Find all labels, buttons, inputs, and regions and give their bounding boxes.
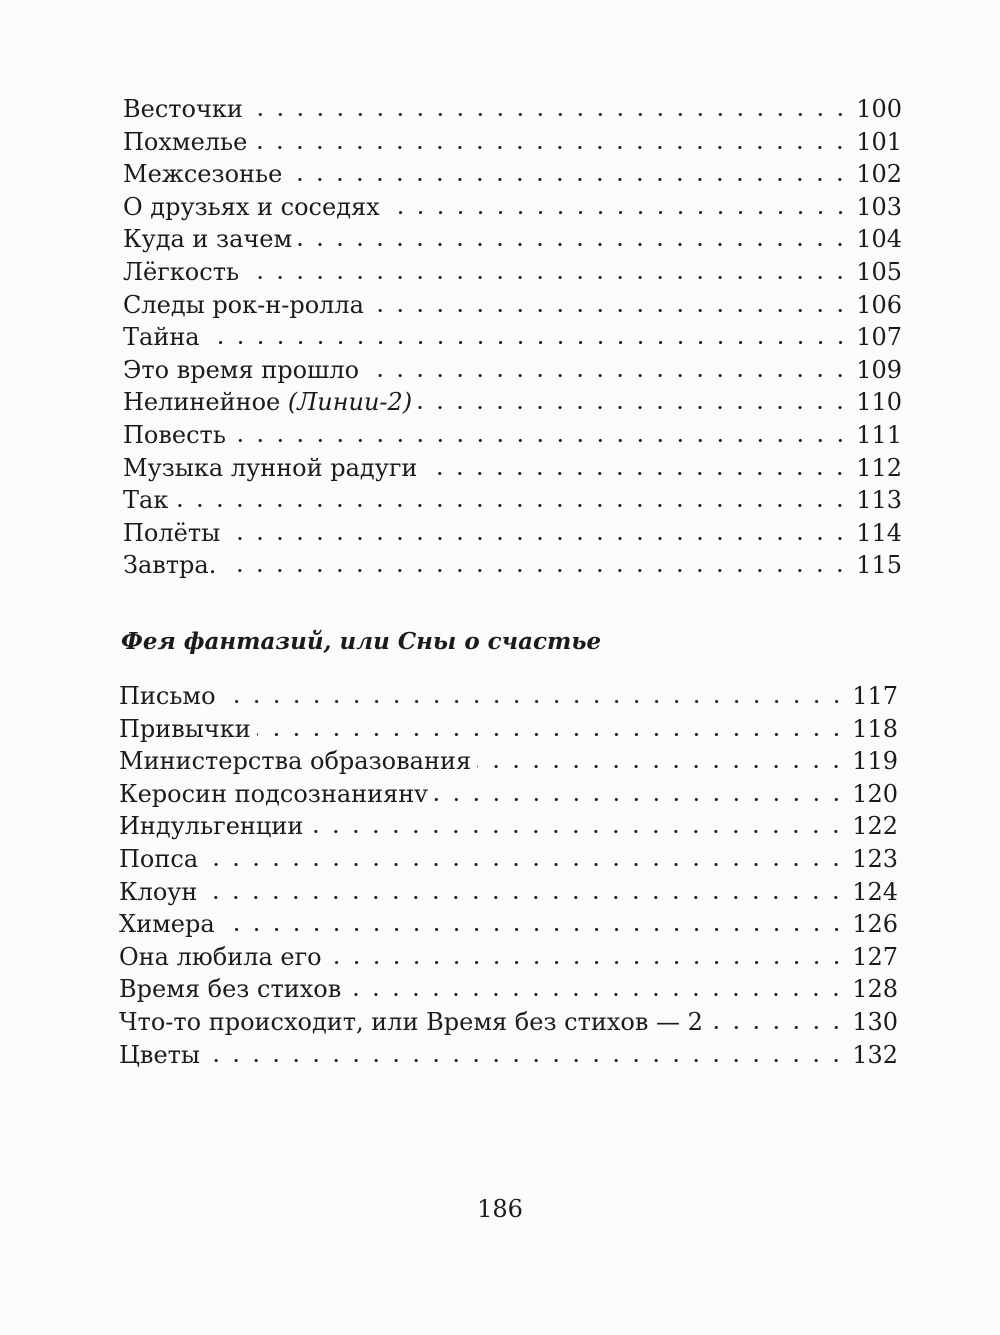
toc-entry <box>0 321 1000 354</box>
toc-entry <box>0 680 1000 713</box>
entry-title-text: Попса <box>119 844 199 873</box>
entry-page-number: 112 <box>850 452 902 484</box>
entry-title-text: Повесть <box>123 420 226 449</box>
entry-title <box>123 126 253 158</box>
toc-entry <box>0 419 1000 452</box>
entry-title <box>123 386 418 418</box>
entry-title-text: Индульгенции <box>119 812 304 841</box>
entry-page-number: 128 <box>846 973 898 1005</box>
entry-page-number: 103 <box>850 191 902 223</box>
toc-entry <box>0 223 1000 256</box>
entry-page-number: 101 <box>850 126 902 158</box>
entry-page-number: 130 <box>846 1006 898 1038</box>
toc-entry <box>0 941 1000 974</box>
toc-entry <box>0 876 1000 909</box>
entry-title-text: Куда и зачем <box>123 225 293 254</box>
entry-title <box>123 289 370 321</box>
toc-entry <box>0 191 1000 224</box>
entry-title <box>119 1006 709 1038</box>
entry-page-number: 115 <box>850 549 902 581</box>
toc-entry <box>0 93 1000 126</box>
entry-page-number: 132 <box>846 1039 898 1071</box>
entry-page-number: 113 <box>850 484 902 516</box>
entry-title-text: Цветы <box>119 1040 201 1069</box>
toc-entry <box>0 1039 1000 1072</box>
entry-page-number: 119 <box>846 745 898 777</box>
entry-title <box>123 321 206 353</box>
entry-title-text: Нелинейное <box>123 388 281 417</box>
entry-title <box>123 158 288 190</box>
toc-entry <box>0 745 1000 778</box>
entry-title-text: Следы рок-н-ролла <box>123 290 364 319</box>
entry-page-number: 107 <box>850 321 902 353</box>
entry-title-text: Межсезонье <box>123 160 283 189</box>
entry-page-number: 104 <box>850 223 902 255</box>
entry-title-italic: (Линии-2) <box>287 388 413 417</box>
entry-title <box>123 191 386 223</box>
toc-entry <box>0 452 1000 485</box>
entry-title-text: Письмо <box>119 682 216 710</box>
entry-page-number: 120 <box>846 778 898 810</box>
toc-entry <box>0 843 1000 876</box>
entry-title <box>119 843 204 875</box>
toc-entry <box>0 354 1000 387</box>
entry-title-text: Химера <box>119 910 215 939</box>
entry-title <box>123 484 174 516</box>
entry-title-text: Она любила его <box>119 942 322 971</box>
entry-title <box>119 680 222 712</box>
entry-page-number: 111 <box>850 419 902 451</box>
entry-title <box>119 941 328 973</box>
toc-entry <box>0 713 1000 746</box>
entry-title-text: Керосин подсознаниянv <box>119 779 428 808</box>
entry-title <box>123 419 232 451</box>
entry-title <box>119 908 221 940</box>
toc-entry <box>0 158 1000 191</box>
entry-title-text: Полёты <box>123 518 221 547</box>
entry-title <box>119 745 477 777</box>
entry-title-text: Лёгкость <box>123 257 240 286</box>
entry-page-number: 124 <box>846 876 898 908</box>
entry-title <box>119 876 203 908</box>
entry-page-number: 123 <box>846 843 898 875</box>
page-number: 186 <box>477 1195 523 1223</box>
entry-title-text: Привычки <box>119 714 251 743</box>
entry-page-number: 106 <box>850 289 902 321</box>
toc-entry <box>0 386 1000 419</box>
entry-title <box>119 778 434 810</box>
entry-title-text: Завтра. <box>123 551 217 580</box>
entry-page-number: 118 <box>846 713 898 745</box>
entry-title-text: Время без стихов <box>119 975 342 1004</box>
entry-page-number: 105 <box>850 256 902 288</box>
entry-page-number: 126 <box>846 908 898 940</box>
toc-entry <box>0 549 1000 582</box>
entry-title <box>123 354 365 386</box>
entry-page-number: 117 <box>846 680 898 712</box>
toc-entry <box>0 908 1000 941</box>
toc-list-2 <box>0 680 1000 1071</box>
entry-title <box>119 973 347 1005</box>
entry-title <box>123 452 423 484</box>
toc-entry <box>0 484 1000 517</box>
entry-page-number: 122 <box>846 810 898 842</box>
entry-title <box>123 517 226 549</box>
entry-title-text: Музыка лунной радуги <box>123 453 418 482</box>
toc-entry <box>0 973 1000 1006</box>
toc-entry <box>0 810 1000 843</box>
entry-title-text: Так <box>123 486 169 515</box>
entry-title <box>123 256 245 288</box>
entry-title-text: Тайна <box>123 323 200 352</box>
entry-title-text: О друзьях и соседях <box>123 192 380 221</box>
entry-page-number: 114 <box>850 517 902 549</box>
entry-page-number: 102 <box>850 158 902 190</box>
entry-title <box>123 223 298 255</box>
entry-title <box>119 713 257 745</box>
entry-title-text: Похмелье <box>123 127 248 156</box>
entry-title-text: Клоун <box>119 877 198 906</box>
entry-title-text: Министерства образования <box>119 747 472 776</box>
toc-list-1 <box>0 93 1000 582</box>
entry-title <box>119 1039 206 1071</box>
entry-page-number: 100 <box>850 93 902 125</box>
toc-entry <box>0 1006 1000 1039</box>
toc-entry <box>0 126 1000 159</box>
entry-page-number: 109 <box>850 354 902 386</box>
entry-page-number: 110 <box>850 386 902 418</box>
toc-entry <box>0 517 1000 550</box>
section-heading: Фея фантазий, или Сны о счастье <box>121 628 602 655</box>
toc-entry <box>0 778 1000 811</box>
toc-entry <box>0 289 1000 322</box>
entry-title-text: Это время прошло <box>123 355 360 384</box>
entry-title <box>123 549 222 581</box>
entry-title-text: Весточки <box>123 95 243 123</box>
entry-title <box>123 93 249 125</box>
entry-title-text: Что-то происходит, или Время без стихов — 2 <box>119 1007 703 1036</box>
toc-entry <box>0 256 1000 289</box>
entry-title <box>119 810 309 842</box>
entry-page-number: 127 <box>846 941 898 973</box>
